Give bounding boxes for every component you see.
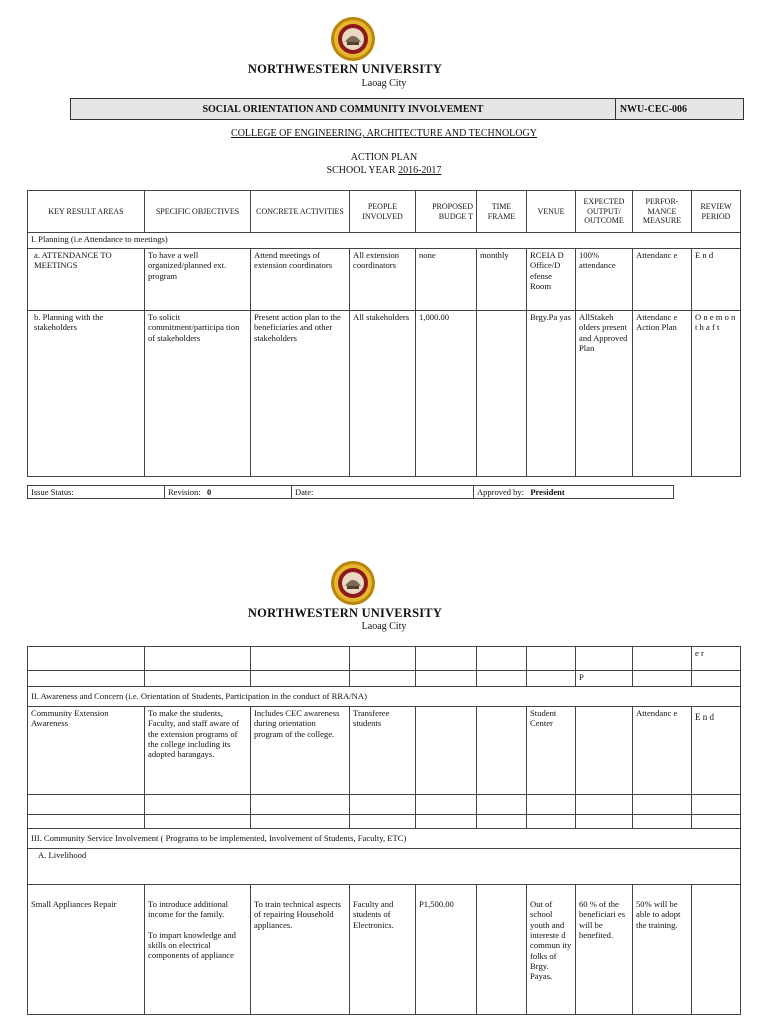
review-cell: E n d	[692, 249, 741, 311]
university-seal-logo	[330, 560, 376, 606]
college-name: COLLEGE OF ENGINEERING, ARCHITECTURE AND TECHNOLOGY	[231, 128, 537, 139]
review-cell: E n d	[692, 707, 741, 795]
school-year: SCHOOL YEAR 2016-2017	[326, 165, 442, 176]
venue-cell: Brgy.Pa yas	[527, 311, 576, 477]
performance-cell: Attendanc e	[633, 707, 692, 795]
col-review: REVIEW PERIOD	[692, 191, 741, 233]
objective-1: To introduce additional income for the family.	[148, 899, 229, 920]
kra-cell: Small Appliances Repair	[28, 885, 145, 1015]
subsection-a-heading: A. Livelihood	[28, 849, 741, 885]
activities-cell: Includes CEC awareness during orientation program of the college.	[251, 707, 350, 795]
university-city: Laoag City	[361, 621, 407, 632]
table-row	[28, 311, 741, 477]
university-seal-logo	[330, 16, 376, 62]
time-cell: monthly	[477, 249, 527, 311]
section-heading-row	[28, 687, 741, 707]
output-cell: P	[576, 671, 633, 687]
action-plan-table-continued	[27, 646, 741, 1015]
performance-cell: Attendanc e	[633, 249, 692, 311]
approved-cell: Approved by: President	[474, 486, 674, 499]
activities-cell: Attend meetings of extension coordinators	[251, 249, 350, 311]
university-city: Laoag City	[361, 78, 407, 89]
col-time: TIME FRAME	[477, 191, 527, 233]
section-heading-row	[28, 233, 741, 249]
date-label: Date:	[292, 486, 474, 499]
objectives-cell: To make the students, Faculty, and staff aware of the extension programs of the college including its adopted barangays.	[145, 707, 251, 795]
activities-cell: To train technical aspects of repairing Household appliances.	[251, 885, 350, 1015]
table-header-row	[28, 191, 741, 233]
document-code: NWU-CEC-006	[615, 99, 743, 120]
section-3-heading: III. Community Service Involvement ( Programs to be implemented, Involvement of Students, Faculty, ETC)	[28, 829, 741, 849]
issue-status-footer	[27, 485, 674, 499]
table-row	[28, 671, 741, 687]
university-name: NORTHWESTERN UNIVERSITY	[247, 62, 443, 76]
table-row	[28, 249, 741, 311]
subsection-row	[28, 849, 741, 885]
kra-cell: b. Planning with the stakeholders	[28, 311, 145, 477]
section-heading-row	[28, 829, 741, 849]
objective-2: To impart knowledge and skills on electrical components of appliance	[148, 929, 236, 961]
action-plan-table	[27, 190, 741, 477]
performance-cell: 50% will be able to adopt the training.	[633, 885, 692, 1015]
people-cell: Transferee students	[350, 707, 416, 795]
col-output: EXPECTED OUTPUT/ OUTCOME	[576, 191, 633, 233]
table-row	[28, 647, 741, 671]
col-kra: KEY RESULT AREAS	[28, 191, 145, 233]
table-row	[28, 815, 741, 829]
plan-title: ACTION PLAN	[350, 152, 418, 163]
budget-cell: none	[416, 249, 477, 311]
review-cell: e r	[692, 647, 741, 671]
output-cell: 60 % of the beneficiari es will be benefited.	[576, 885, 633, 1015]
venue-cell: Student Center	[527, 707, 576, 795]
issue-status-label: Issue Status:	[28, 486, 165, 499]
revision-cell: Revision: 0	[165, 486, 292, 499]
people-cell: Faculty and students of Electronics.	[350, 885, 416, 1015]
section-1-heading: I. Planning (i.e Attendance to meetings)	[28, 233, 741, 249]
objectives-cell: To solicit commitment/participa tion of stakeholders	[145, 311, 251, 477]
review-cell: O n e m o n t h a f t	[692, 311, 741, 477]
section-2-heading: II. Awareness and Concern (i.e. Orientation of Students, Participation in the conduct of RRA/NA)	[28, 687, 741, 707]
objectives-cell	[145, 885, 251, 1015]
table-row	[28, 885, 741, 1015]
output-cell: AllStakeh olders present and Approved Plan	[576, 311, 633, 477]
performance-cell: Attendanc e Action Plan	[633, 311, 692, 477]
output-cell: 100% attendance	[576, 249, 633, 311]
activities-cell: Present action plan to the beneficiaries and other stakeholders	[251, 311, 350, 477]
people-cell: All stakeholders	[350, 311, 416, 477]
col-performance: PERFOR-MANCE MEASURE	[633, 191, 692, 233]
university-name: NORTHWESTERN UNIVERSITY	[247, 606, 443, 620]
col-activities: CONCRETE ACTIVITIES	[251, 191, 350, 233]
people-cell: All extension coordinators	[350, 249, 416, 311]
table-row	[28, 795, 741, 815]
time-cell	[477, 311, 527, 477]
document-title: SOCIAL ORIENTATION AND COMMUNITY INVOLVEMENT	[71, 99, 616, 120]
kra-cell: a. ATTENDANCE TO MEETINGS	[28, 249, 145, 311]
budget-cell: 1,000.00	[416, 311, 477, 477]
document-title-bar	[70, 98, 744, 120]
venue-cell: RCEIA D Office/D efense Room	[527, 249, 576, 311]
table-row	[28, 707, 741, 795]
budget-cell: P1,500.00	[416, 885, 477, 1015]
col-budget: PROPOSED BUDGE T	[416, 191, 477, 233]
venue-cell: Out of school youth and intereste d commun ity folks of Brgy. Payas.	[527, 885, 576, 1015]
col-people: PEOPLE INVOLVED	[350, 191, 416, 233]
objectives-cell: To have a well organized/planned ext. program	[145, 249, 251, 311]
col-venue: VENUE	[527, 191, 576, 233]
kra-cell: Community Extension Awareness	[28, 707, 145, 795]
col-objectives: SPECIFIC OBJECTIVES	[145, 191, 251, 233]
